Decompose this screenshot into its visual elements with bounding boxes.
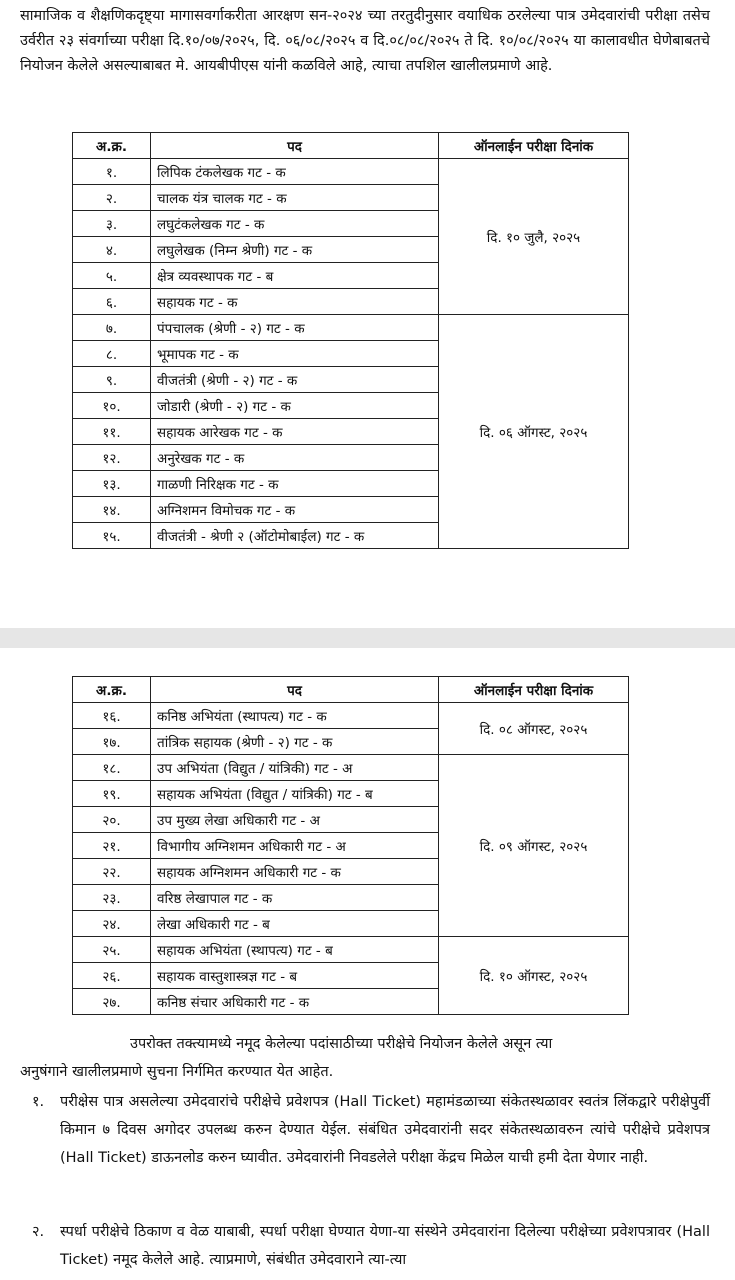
document-page-2 bbox=[0, 648, 735, 1280]
serial-cell: ८. bbox=[73, 341, 151, 367]
post-cell: वीजतंत्री (श्रेणी - २) गट - क bbox=[151, 367, 439, 393]
serial-cell: ७. bbox=[73, 315, 151, 341]
table-row bbox=[73, 315, 629, 341]
table-row bbox=[73, 159, 629, 185]
serial-cell: २२. bbox=[73, 859, 151, 885]
exam-schedule-table-2 bbox=[72, 676, 629, 1015]
header-exam-date: ऑनलाईन परीक्षा दिनांक bbox=[439, 677, 629, 703]
serial-cell: २१. bbox=[73, 833, 151, 859]
serial-cell: ९. bbox=[73, 367, 151, 393]
serial-cell: १८. bbox=[73, 755, 151, 781]
post-cell: सहायक गट - क bbox=[151, 289, 439, 315]
table-header-row bbox=[73, 133, 629, 159]
serial-cell: १३. bbox=[73, 471, 151, 497]
post-cell: तांत्रिक सहायक (श्रेणी - २) गट - क bbox=[151, 729, 439, 755]
serial-cell: ११. bbox=[73, 419, 151, 445]
instruction-item bbox=[20, 1088, 710, 1203]
serial-cell: २५. bbox=[73, 937, 151, 963]
serial-cell: १४. bbox=[73, 497, 151, 523]
serial-cell: १७. bbox=[73, 729, 151, 755]
post-cell: लघुलेखक (निम्न श्रेणी) गट - क bbox=[151, 237, 439, 263]
post-cell: लघुटंकलेखक गट - क bbox=[151, 211, 439, 237]
instruction-item bbox=[20, 1218, 710, 1278]
post-cell: वीजतंत्री - श्रेणी २ (ऑटोमोबाईल) गट - क bbox=[151, 523, 439, 549]
post-cell: उप मुख्य लेखा अधिकारी गट - अ bbox=[151, 807, 439, 833]
post-cell: वरिष्ठ लेखापाल गट - क bbox=[151, 885, 439, 911]
table-row bbox=[73, 937, 629, 963]
instructions-intro-line-2: अनुषंगाने खालीलप्रमाणे सुचना निर्गमित करण्यात येत आहेत. bbox=[20, 1064, 334, 1080]
serial-cell: २४. bbox=[73, 911, 151, 937]
serial-cell: १६. bbox=[73, 703, 151, 729]
post-cell: सहायक अभियंता (स्थापत्य) गट - ब bbox=[151, 937, 439, 963]
exam-date-cell: दि. ०९ ऑगस्ट, २०२५ bbox=[439, 755, 629, 937]
post-cell: सहायक आरेखक गट - क bbox=[151, 419, 439, 445]
post-cell: उप अभियंता (विद्युत / यांत्रिकी) गट - अ bbox=[151, 755, 439, 781]
post-cell: कनिष्ठ अभियंता (स्थापत्य) गट - क bbox=[151, 703, 439, 729]
post-cell: विभागीय अग्निशमन अधिकारी गट - अ bbox=[151, 833, 439, 859]
table-row bbox=[73, 703, 629, 729]
serial-cell: १९. bbox=[73, 781, 151, 807]
exam-date-cell: दि. ०६ ऑगस्ट, २०२५ bbox=[439, 315, 629, 549]
post-cell: कनिष्ठ संचार अधिकारी गट - क bbox=[151, 989, 439, 1015]
post-cell: लेखा अधिकारी गट - ब bbox=[151, 911, 439, 937]
exam-date-cell: दि. ०८ ऑगस्ट, २०२५ bbox=[439, 703, 629, 755]
post-cell: चालक यंत्र चालक गट - क bbox=[151, 185, 439, 211]
serial-cell: १५. bbox=[73, 523, 151, 549]
serial-cell: ५. bbox=[73, 263, 151, 289]
instruction-text: परीक्षेस पात्र असलेल्या उमेदवारांचे परीक्षेचे प्रवेशपत्र (Hall Ticket) महामंडळाच्या संकेतस्थळावर स्वतंत्र लिंकद्वारे परीक्षेपुर्वी किमान ७ दिवस अगोदर उपलब्ध करुन देण्यात येईल. संबंधित उमेदवारांनी सदर संकेतस्थळावरुन त्यांचे परीक्षेचे प्रवेशपत्र (Hall Ticket) डाऊनलोड करुन घ्यावीत. उमेदवारांनी निवडलेले परीक्षा केंद्रच मिळेल याची हमी देता येणार नाही. bbox=[60, 1094, 710, 1166]
serial-cell: २६. bbox=[73, 963, 151, 989]
exam-date-cell: दि. १० जुलै, २०२५ bbox=[439, 159, 629, 315]
post-cell: पंपचालक (श्रेणी - २) गट - क bbox=[151, 315, 439, 341]
post-cell: अनुरेखक गट - क bbox=[151, 445, 439, 471]
post-cell: क्षेत्र व्यवस्थापक गट - ब bbox=[151, 263, 439, 289]
serial-cell: ३. bbox=[73, 211, 151, 237]
exam-schedule-table-1 bbox=[72, 132, 629, 549]
serial-cell: २०. bbox=[73, 807, 151, 833]
serial-cell: १. bbox=[73, 159, 151, 185]
post-cell: गाळणी निरिक्षक गट - क bbox=[151, 471, 439, 497]
serial-cell: ४. bbox=[73, 237, 151, 263]
instruction-number: २. bbox=[32, 1224, 45, 1240]
post-cell: सहायक वास्तुशास्त्रज्ञ गट - ब bbox=[151, 963, 439, 989]
serial-cell: २७. bbox=[73, 989, 151, 1015]
post-cell: लिपिक टंकलेखक गट - क bbox=[151, 159, 439, 185]
post-cell: अग्निशमन विमोचक गट - क bbox=[151, 497, 439, 523]
instruction-text: स्पर्धा परीक्षेचे ठिकाण व वेळ याबाबी, स्पर्धा परीक्षा घेण्यात येणा-या संस्थेने उमेदवारांना दिलेल्या परीक्षेच्या प्रवेशपत्रावर (Hall Ticket) नमूद केलेले आहे. त्याप्रमाणे, संबंधीत उमेदवाराने त्या-त्या bbox=[60, 1224, 710, 1268]
document-page-1 bbox=[0, 0, 735, 628]
instructions-intro-line-1: उपरोक्त तक्त्यामध्ये नमूद केलेल्या पदांसाठीच्या परीक्षेचे नियोजन केलेले असून त्या bbox=[130, 1036, 553, 1052]
exam-date-cell: दि. १० ऑगस्ट, २०२५ bbox=[439, 937, 629, 1015]
serial-cell: ६. bbox=[73, 289, 151, 315]
serial-cell: २. bbox=[73, 185, 151, 211]
instructions-intro bbox=[20, 1030, 710, 1086]
header-serial: अ.क्र. bbox=[73, 677, 151, 703]
header-post: पद bbox=[151, 133, 439, 159]
header-post: पद bbox=[151, 677, 439, 703]
serial-cell: २३. bbox=[73, 885, 151, 911]
table-header-row bbox=[73, 677, 629, 703]
serial-cell: १०. bbox=[73, 393, 151, 419]
table-row bbox=[73, 755, 629, 781]
post-cell: सहायक अभियंता (विद्युत / यांत्रिकी) गट - ब bbox=[151, 781, 439, 807]
instruction-number: १. bbox=[32, 1094, 45, 1110]
header-exam-date: ऑनलाईन परीक्षा दिनांक bbox=[439, 133, 629, 159]
post-cell: भूमापक गट - क bbox=[151, 341, 439, 367]
header-serial: अ.क्र. bbox=[73, 133, 151, 159]
post-cell: जोडारी (श्रेणी - २) गट - क bbox=[151, 393, 439, 419]
serial-cell: १२. bbox=[73, 445, 151, 471]
post-cell: सहायक अग्निशमन अधिकारी गट - क bbox=[151, 859, 439, 885]
page-separator bbox=[0, 628, 735, 648]
intro-paragraph: सामाजिक व शैक्षणिकदृष्ट्या मागासवर्गाकरीता आरक्षण सन-२०२४ च्या तरतुदीनुसार वयाधिक ठरलेल्या पात्र उमेदवारांची परीक्षा तसेच उर्वरीत २३ संवर्गाच्या परीक्षा दि.१०/०७/२०२५, दि. ०६/०८/२०२५ व दि.०८/०८/२०२५ ते दि. १०/०८/२०२५ या कालावधीत घेणेबाबतचे नियोजन केलेले असल्याबाबत मे. आयबीपीएस यांनी कळविले आहे, त्याचा तपशिल खालीलप्रमाणे आहे. bbox=[20, 8, 710, 74]
